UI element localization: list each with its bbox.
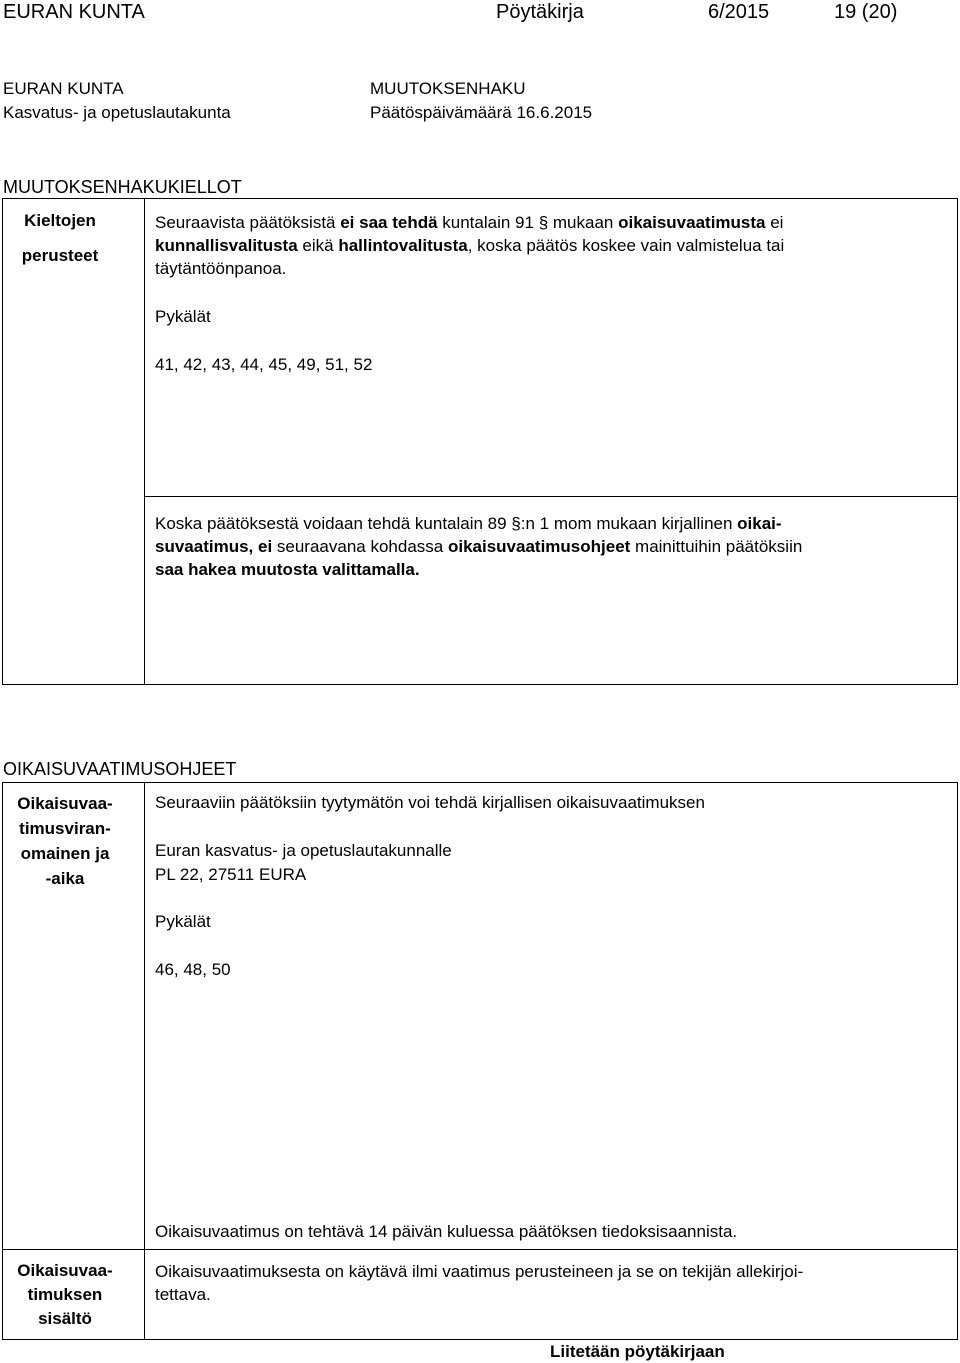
kiellot-row-divider: [144, 496, 958, 497]
ohjeet-deadline: Oikaisuvaatimus on tehtävä 14 päivän kuluessa päätöksen tiedoksisaannista.: [155, 1222, 738, 1241]
ohjeet-authority: Euran kasvatus- ja opetuslautakunnalle: [155, 841, 452, 860]
header-doc-type: Pöytäkirja: [496, 1, 584, 23]
footer-note: Liitetään pöytäkirjaan: [550, 1342, 725, 1361]
section-sign: §: [538, 213, 549, 232]
subheader-committee: Kasvatus- ja opetuslautakunta: [3, 103, 231, 122]
kiellot-pykalat-label: Pykälät: [155, 307, 211, 326]
kiellot-column-divider: [144, 198, 145, 685]
ohjeet-pykalat-label: Pykälät: [155, 912, 211, 931]
kiellot-label: Kieltojen perusteet: [21, 211, 99, 265]
ohjeet-pykalat-list: 46, 48, 50: [155, 960, 231, 979]
kiellot-paragraph-1: Seuraavista päätöksistä ei saa tehdä kuntalain 91 § mukaan oikaisuvaatimusta ei kunnallisvalitusta eikä hallintovalitusta, koska päätös koskee vain valmistelua tai täytäntöönpanoa.: [155, 213, 785, 278]
ohjeet-line-1: Seuraaviin päätöksiin tyytymätön voi tehdä kirjallisen oikaisuvaatimuksen: [155, 793, 705, 812]
header-page-number: 19 (20): [834, 1, 898, 23]
subheader-org: EURAN KUNTA: [3, 79, 124, 98]
ohjeet-address: PL 22, 27511 EURA: [155, 865, 307, 884]
ohjeet-content-text: Oikaisuvaatimuksesta on käytävä ilmi vaatimus perusteineen ja se on tekijän allekirjoi- tettava.: [155, 1262, 804, 1304]
ohjeet-content-label: Oikaisuvaa- timuksen sisältö: [17, 1261, 113, 1328]
header-org: EURAN KUNTA: [3, 1, 145, 23]
header-doc-number: 6/2015: [708, 1, 770, 23]
ohjeet-column-divider: [144, 782, 145, 1340]
section-title-kiellot: MUUTOKSENHAKUKIELLOT: [3, 177, 242, 197]
ohjeet-table: [2, 782, 958, 1340]
kiellot-pykalat-list: 41, 42, 43, 44, 45, 49, 51, 52: [155, 355, 373, 374]
ohjeet-row-divider: [2, 1249, 958, 1250]
kiellot-paragraph-2: Koska päätöksestä voidaan tehdä kuntalain 89 §:n 1 mom mukaan kirjallinen oikai- suvaatimus, ei seuraavana kohdassa oikaisuvaatimusohjeet mainittuihin päätöksiin saa hakea muutosta valittamalla.: [155, 514, 803, 579]
section-title-ohjeet: OIKAISUVAATIMUSOHJEET: [3, 759, 237, 779]
subheader-title: MUUTOKSENHAKU: [370, 79, 526, 98]
ohjeet-authority-label: Oikaisuvaa- timusviran- omainen ja -aika: [17, 794, 113, 888]
subheader-date: Päätöspäivämäärä 16.6.2015: [370, 103, 593, 122]
